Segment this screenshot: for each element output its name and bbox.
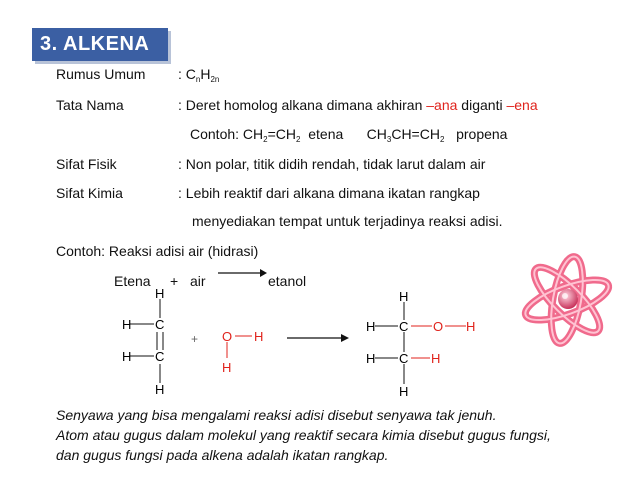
footer-line-3: dan gugus fungsi pada alkena adalah ikatan rangkap. <box>56 447 389 463</box>
reactant-air: air <box>190 273 206 289</box>
tata-nama-value: : Deret homolog alkana dimana akhiran –ana diganti –ena <box>178 97 538 113</box>
ethanol-h-top: H <box>399 289 409 304</box>
ethene-h-top: H <box>155 286 165 301</box>
sifat-fisik-value: : Non polar, titik didih rendah, tidak larut dalam air <box>178 156 486 172</box>
water-h-bottom: H <box>222 360 232 375</box>
water-o: O <box>222 329 233 344</box>
sifat-fisik-label: Sifat Fisik <box>56 156 117 172</box>
tata-nama-label: Tata Nama <box>56 97 124 113</box>
ethene-structure <box>110 282 190 397</box>
ethanol-h-bottom: H <box>399 384 409 399</box>
section-title: 3. ALKENA <box>32 28 168 61</box>
contoh-reaksi-heading: Contoh: Reaksi adisi air (hidrasi) <box>56 243 259 259</box>
ethanol-h-added: H <box>431 351 441 366</box>
ethanol-h-oh: H <box>466 319 476 334</box>
footer-line-1: Senyawa yang bisa mengalami reaksi adisi disebut senyawa tak jenuh. <box>56 407 497 423</box>
ethanol-h-left-1: H <box>366 319 376 334</box>
rumus-umum-label: Rumus Umum <box>56 66 146 82</box>
tata-nama-contoh: Contoh: $CH_2=CH_2$ etena $CH_3CH=CH_2$ propena <box>190 126 508 144</box>
ethanol-structure <box>360 284 480 399</box>
structure-plus: + <box>191 332 199 346</box>
sifat-kimia-label: Sifat Kimia <box>56 185 123 201</box>
ethene-h-bottom: H <box>155 382 165 397</box>
sifat-kimia-value-2: menyediakan tempat untuk terjadinya reaksi adisi. <box>192 213 503 229</box>
sifat-kimia-value-1: : Lebih reaktif dari alkana dimana ikatan rangkap <box>178 185 480 201</box>
reaction-plus: + <box>170 273 179 289</box>
water-h-right: H <box>254 329 264 344</box>
ethene-h-left-1: H <box>122 317 132 332</box>
reaction-arrow-top <box>216 266 268 280</box>
ethanol-c-1: C <box>399 319 409 334</box>
suffix-new: –ena <box>506 97 538 113</box>
atom-icon <box>515 252 619 348</box>
water-structure <box>218 320 274 380</box>
reaction-arrow-main <box>285 331 351 345</box>
ethene-h-left-2: H <box>122 349 132 364</box>
product-etanol: etanol <box>268 273 307 289</box>
suffix-old: –ana <box>426 97 458 113</box>
rumus-umum-value: : $C_nH_{2n}$ <box>178 66 220 84</box>
reactant-etena: Etena <box>114 273 151 289</box>
ethene-c-2: C <box>155 349 165 364</box>
ethanol-o: O <box>433 319 444 334</box>
ethene-c-1: C <box>155 317 165 332</box>
footer-line-2: Atom atau gugus dalam molekul yang reaktif secara kimia disebut gugus fungsi, <box>56 427 551 443</box>
ethanol-c-2: C <box>399 351 409 366</box>
ethanol-h-left-2: H <box>366 351 376 366</box>
